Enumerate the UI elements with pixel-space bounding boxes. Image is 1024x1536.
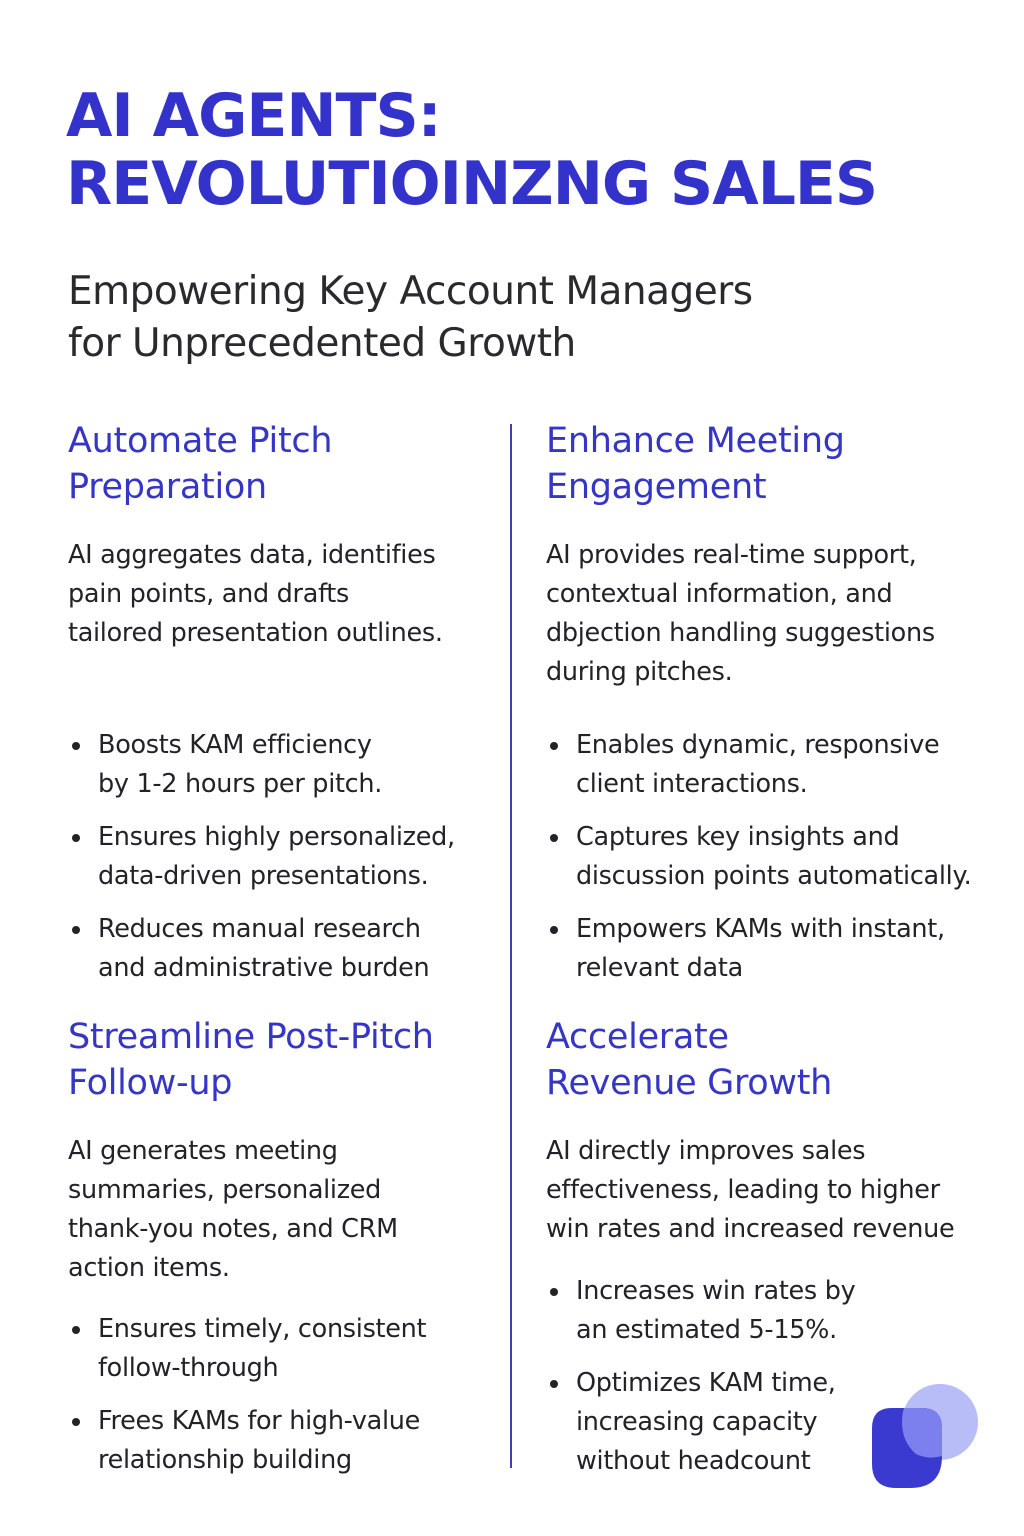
bullet-dot-icon [550, 742, 558, 750]
subtitle-line-2: for Unprecedented Growth [68, 321, 576, 366]
description-line: pain points, and drafts [68, 579, 349, 609]
bullet-dot-icon [72, 926, 80, 934]
section-streamline-follow-up [68, 1014, 504, 1494]
description-line: contextual information, and [546, 579, 893, 609]
page-subtitle [68, 266, 968, 370]
description-line: AI aggregates data, identifies [68, 540, 436, 570]
benefit-item: Optimizes KAM time, increasing capacity without headcount [546, 1364, 1006, 1481]
section-heading [68, 1014, 504, 1106]
description-line: during pitches. [546, 657, 733, 687]
subtitle-line-1: Empowering Key Account Managers [68, 269, 753, 314]
title-line-1: AI AGENTS: [66, 81, 441, 151]
overlapping-circles-logo-icon [868, 1384, 980, 1492]
section-heading [546, 418, 1006, 510]
column-divider [510, 424, 512, 1468]
section-enhance-meeting-engagement [546, 418, 1006, 1002]
description-line: effectiveness, leading to higher [546, 1175, 940, 1205]
section-heading [546, 1014, 1006, 1106]
title-line-2: REVOLUTIOINZNG SALES [66, 149, 878, 219]
benefit-item: Frees KAMs for high-value relationship building [68, 1402, 504, 1480]
benefit-item: Ensures highly personalized, data-driven presentations. [68, 818, 498, 896]
description-line: win rates and increased revenue [546, 1214, 955, 1244]
description-line: AI generates meeting [68, 1136, 338, 1166]
description-line: tailored presentation outlines. [68, 618, 443, 648]
benefit-item: Enables dynamic, responsive client interactions. [546, 726, 1006, 804]
bullet-dot-icon [550, 926, 558, 934]
section-heading-line: Streamline Post-Pitch [68, 1017, 434, 1057]
description-line: summaries, personalized [68, 1175, 382, 1205]
benefit-item: Ensures timely, consistent follow-through [68, 1310, 504, 1388]
section-heading-line: Revenue Growth [546, 1063, 833, 1103]
section-heading [68, 418, 498, 510]
bullet-dot-icon [550, 1380, 558, 1388]
description-line: dbjection handling suggestions [546, 618, 935, 648]
section-heading-line: Follow-up [68, 1063, 233, 1103]
section-heading-line: Automate Pitch [68, 421, 333, 461]
benefit-list [68, 726, 498, 988]
description-line: AI provides real-time support, [546, 540, 917, 570]
benefit-item: Reduces manual research and administrative burden [68, 910, 498, 988]
section-heading-line: Engagement [546, 467, 767, 507]
bullet-dot-icon [72, 1326, 80, 1334]
benefit-item: Boosts KAM efficiency by 1-2 hours per pitch. [68, 726, 498, 804]
section-automate-pitch-preparation [68, 418, 498, 1002]
bullet-dot-icon [72, 742, 80, 750]
section-description [68, 536, 498, 653]
benefit-list [68, 1310, 504, 1480]
description-line: action items. [68, 1253, 230, 1283]
section-description [68, 1132, 504, 1288]
description-line: AI directly improves sales [546, 1136, 866, 1166]
section-description [546, 1132, 1006, 1249]
section-heading-line: Accelerate [546, 1017, 729, 1057]
benefit-item: Empowers KAMs with instant, relevant data [546, 910, 1006, 988]
bullet-dot-icon [72, 1418, 80, 1426]
benefit-item: Increases win rates by an estimated 5-15%. [546, 1272, 1006, 1350]
bullet-dot-icon [72, 834, 80, 842]
benefit-item: Captures key insights and discussion points automatically. [546, 818, 1006, 896]
section-description [546, 536, 1006, 692]
section-heading-line: Enhance Meeting [546, 421, 845, 461]
bullet-dot-icon [550, 834, 558, 842]
description-line: thank-you notes, and CRM [68, 1214, 398, 1244]
section-heading-line: Preparation [68, 467, 267, 507]
page-title [66, 82, 1006, 218]
bullet-dot-icon [550, 1288, 558, 1296]
benefit-list [546, 726, 1006, 988]
